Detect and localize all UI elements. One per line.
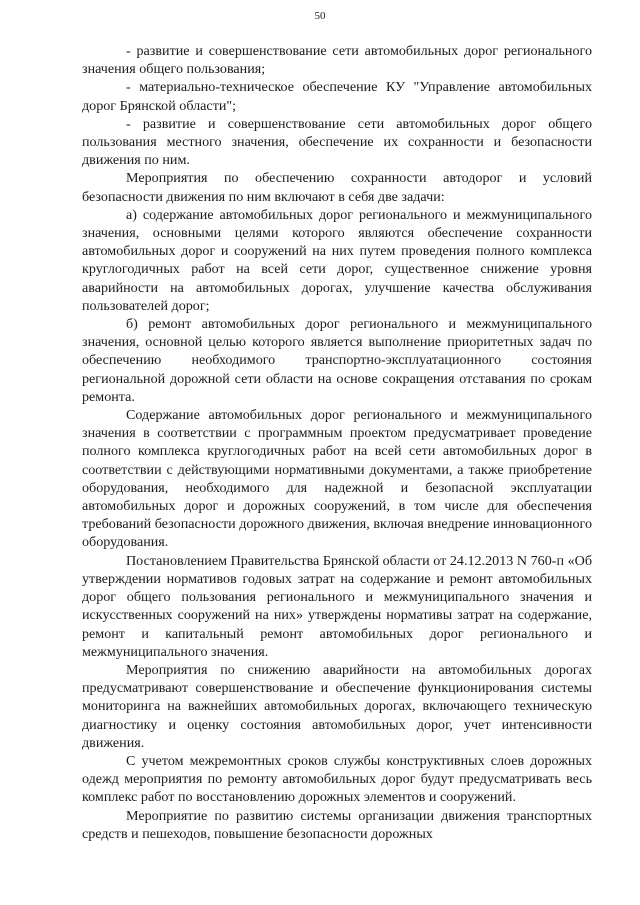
paragraph-resolution: Постановлением Правительства Брянской области от 24.12.2013 N 760-п «Об утверждении нормативов годовых затрат на содержание и ремонт автомобильных дорог общего пользования регионального и межмуниципального значения и искусственных сооружений на них» утверждены нормативы затрат на содержание, ремонт и капитальный ремонт автомобильных дорог регионального и межмуниципального значения. [82, 552, 592, 660]
paragraph-maintenance: Содержание автомобильных дорог регионального и межмуниципального значения в соответствии с программным проектом предусматривает проведение полного комплекса круглогодичных работ на всей сети автомобильных дорог в соответствии с действующими нормативными документами, а также приобретение оборудования, необходимого для надежной и безопасной эксплуатации автомобильных дорог и дорожных сооружений, в том числе для обеспечения требований безопасности дорожного движения, включая внедрение инновационного оборудования. [82, 407, 592, 551]
paragraph-task-a: а) содержание автомобильных дорог регионального и межмуниципального значения, основными целями которого являются обеспечение сохранности автомобильных дорог и сооружений на них путем проведения полного комплекса круглогодичных работ на всей сети дорог, существенное снижение уровня аварийности на автомобильных дорогах, улучшение качества обслуживания пользователей дорог; [82, 206, 592, 314]
paragraph-task-b: б) ремонт автомобильных дорог регионального и межмуниципального значения, основной целью которого является выполнение приоритетных задач по обеспечению необходимого транспортно-эксплуатационного состояния региональной дорожной сети области на основе сокращения отставания по срокам ремонта. [82, 316, 592, 405]
paragraph-bullet-2: - материально-техническое обеспечение КУ "Управление автомобильных дорог Брянской области"; [82, 79, 592, 114]
paragraph-accident-reduction: Мероприятия по снижению аварийности на автомобильных дорогах предусматривают совершенствование и обеспечение функционирования системы мониторинга на важнейших автомобильных дорогах, включающего техническую диагностику и оценку состояния автомобильных дорог, учет интенсивности движения. [82, 661, 592, 751]
paragraph-traffic-organization: Мероприятие по развитию системы организации движения транспортных средств и пешеходов, повышение безопасности дорожных [82, 807, 592, 842]
page-number: 50 [314, 10, 326, 22]
paragraph-bullet-1: - развитие и совершенствование сети автомобильных дорог регионального значения общего пользования; [82, 43, 592, 78]
document-body [82, 42, 592, 843]
paragraph-tasks-intro: Мероприятия по обеспечению сохранности автодорог и условий безопасности движения по ним включают в себя две задачи: [82, 170, 592, 205]
paragraph-bullet-3: - развитие и совершенствование сети автомобильных дорог общего пользования местного значения, обеспечение их сохранности и безопасности движения по ним. [82, 115, 592, 169]
paragraph-repair-terms: С учетом межремонтных сроков службы конструктивных слоев дорожных одежд мероприятия по ремонту автомобильных дорог будут предусматривать весь комплекс работ по восстановлению дорожных элементов и сооружений. [82, 752, 592, 806]
